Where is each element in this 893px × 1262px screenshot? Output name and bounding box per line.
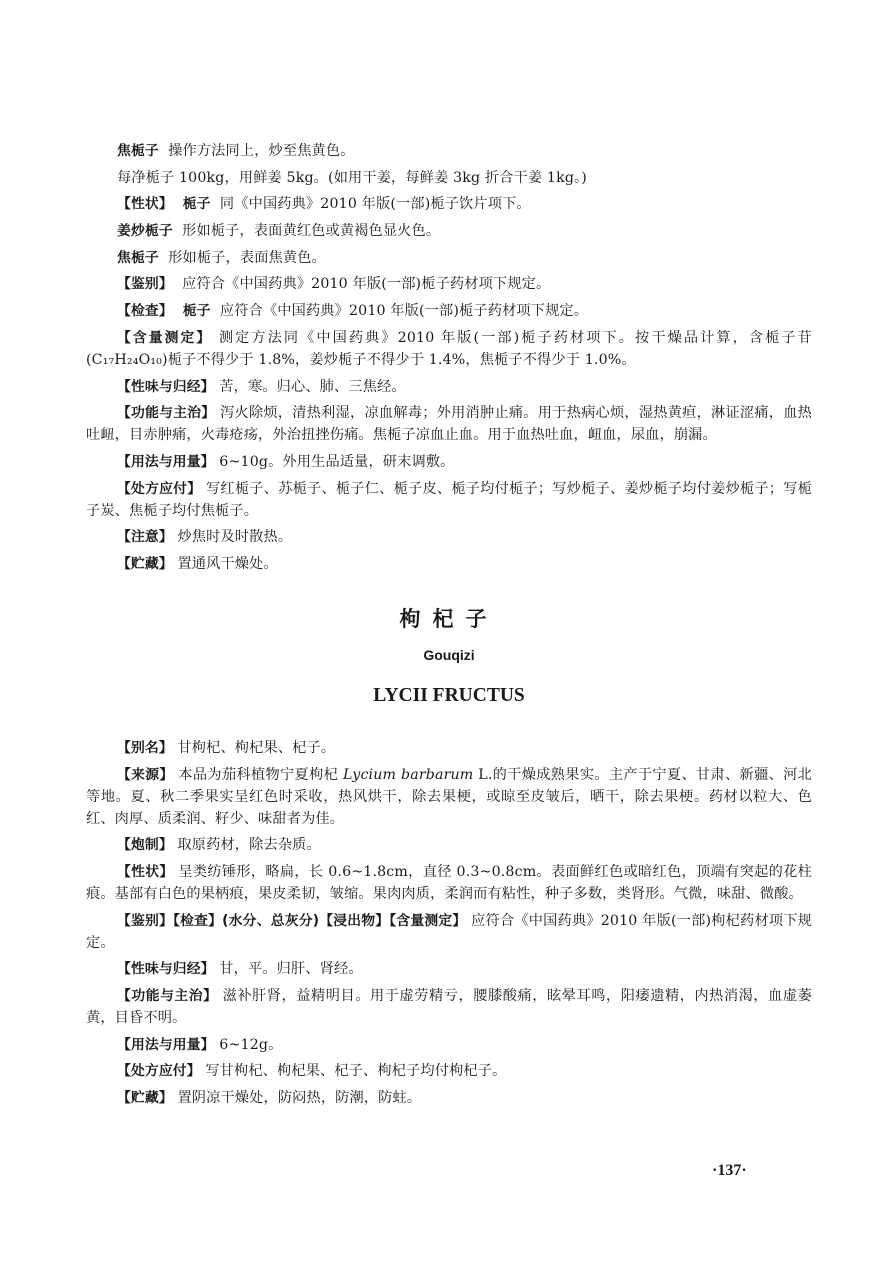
paragraph-tag: 【贮藏】: [117, 555, 173, 572]
paragraph-text: 测定方法同《中国药典》2010 年版(一部)栀子药材项下。按干燥品计算，含栀子苷(C₁₇H₂₄O₁₀)栀子不得少于 1.8%，姜炒栀子不得少于 1.4%，焦栀子不得少于 1.0%。: [86, 329, 812, 368]
paragraph-tag: 【功能与主治】: [117, 988, 218, 1005]
paragraph-tag: 【来源】: [117, 766, 174, 783]
paragraph-xingwei-2: [86, 958, 812, 980]
paragraph-tag: 【鉴别】: [117, 276, 173, 293]
paragraph-tag: 【鉴别】【检查】(水分、总灰分)【浸出物】【含量测定】: [117, 912, 467, 929]
paragraph-tag: 【含量测定】: [117, 329, 213, 346]
paragraph-text: 应符合《中国药典》2010 年版(一部)栀子药材项下规定。: [172, 276, 551, 293]
paragraph-text: 写红栀子、苏栀子、栀子仁、栀子皮、栀子均付栀子；写炒栀子、姜炒栀子均付姜炒栀子；写栀子炭、焦栀子均付焦栀子。: [86, 480, 812, 519]
paragraph-jiao-zhizi-method: [86, 140, 812, 162]
paragraph-tag: 焦栀子: [117, 249, 159, 266]
paragraph-text: 应符合《中国药典》2010 年版(一部)枸杞药材项下规定。: [86, 912, 812, 951]
entry-title-pinyin: Gouqizi: [423, 646, 475, 663]
latin-species-name: Lycium barbarum: [342, 766, 474, 783]
paragraph-tag: 【处方应付】: [117, 1063, 201, 1080]
paragraph-tag: 【性味与归经】: [117, 378, 215, 395]
paragraph-tag: 【用法与用量】: [117, 1036, 215, 1053]
paragraph-tag: 【贮藏】: [117, 1090, 173, 1107]
paragraph-text: 炒焦时及时散热。: [172, 529, 293, 546]
paragraph-jiao-zhizi-shape: [86, 247, 812, 269]
paragraph-chufang-2: [86, 1060, 812, 1082]
page-number: ·137·: [712, 1162, 747, 1179]
entry-title-chinese: 枸杞子: [399, 606, 499, 631]
paragraph-jianbie: [86, 273, 812, 295]
paragraph-zhucang: [86, 553, 812, 575]
paragraph-tag: 【炮制】: [117, 837, 173, 854]
paragraph-jiancha: [86, 300, 812, 322]
paragraph-bieming: [86, 737, 812, 759]
paragraph-jianbie-combined: [86, 910, 812, 954]
paragraph-laiyuan: [86, 764, 812, 830]
paragraph-text: 应符合《中国药典》2010 年版(一部)栀子药材项下规定。: [210, 303, 589, 320]
paragraph-tag: 【性味与归经】: [117, 961, 215, 978]
paragraph-xingzhuang: [86, 193, 812, 215]
paragraph-text: 6~10g。外用生品适量，研末调敷。: [214, 453, 455, 470]
paragraph-text: 操作方法同上，炒至焦黄色。: [158, 143, 355, 159]
paragraph-tag: 【性状】: [117, 196, 173, 213]
paragraph-tag: 【注意】: [117, 529, 173, 546]
paragraph-tag: 【用法与用量】: [117, 453, 215, 470]
paragraph-text: 6~12g。: [214, 1036, 283, 1053]
paragraph-text: 写甘枸杞、枸杞果、杞子、枸杞子均付枸杞子。: [200, 1063, 507, 1080]
paragraph-gongneng-2: [86, 985, 812, 1029]
paragraph-tag: 【性状】: [117, 864, 174, 880]
paragraph-text: 本品为茄科植物宁夏枸杞: [173, 766, 343, 783]
paragraph-text: 呈类纺锤形，略扁，长 0.6~1.8cm，直径 0.3~0.8cm。表面鲜红色或暗红色，顶端有突起的花柱痕。基部有白色的果柄痕，果皮柔韧，皱缩。果肉肉质，柔润而有粘性，种子多数，类肾形。气微，味甜、微酸。: [86, 864, 812, 902]
paragraph-zhucang-2: [86, 1087, 812, 1109]
paragraph-xingzhuang-2: [86, 861, 812, 905]
paragraph-xingwei: [86, 376, 812, 398]
paragraph-text: 形如栀子，表面黄红色或黄褐色显火色。: [172, 223, 441, 240]
paragraph-zhuyi: [86, 526, 812, 548]
paragraph-tag: 【功能与主治】: [117, 405, 216, 422]
paragraph-text: 滋补肝肾，益精明目。用于虚劳精亏，腰膝酸痛，眩晕耳鸣，阳痿遗精，内热消渴，血虚萎黄，目昏不明。: [86, 988, 812, 1027]
paragraph-jiangchao-zhizi: [86, 220, 812, 242]
paragraph-text: 泻火除烦，清热利湿，凉血解毒；外用消肿止痛。用于热病心烦，湿热黄疸，淋证涩痛，血热吐衄，目赤肿痛，火毒疮疡，外治扭挫伤痛。焦栀子凉血止血。用于血热吐血，衄血，尿血，崩漏。: [86, 405, 812, 444]
paragraph-text: 取原药材，除去杂质。: [172, 837, 321, 854]
paragraph-text: 每净栀子 100kg，用鲜姜 5kg。(如用干姜，每鲜姜 3kg 折合干姜 1kg。): [117, 169, 587, 186]
paragraph-text: 形如栀子，表面焦黄色。: [158, 249, 326, 266]
paragraph-chufang: [86, 478, 812, 522]
paragraph-text: L.的干燥成熟果实。主产于宁夏、甘肃、新疆、河北等地。夏、秋二季果实呈红色时采收，热风烘干，除去果梗，或晾至皮皱后，晒干，除去果梗。药材以粒大、色红、肉厚、质柔润、籽少、味甜者为佳。: [86, 766, 812, 827]
paragraph-yongfa-2: [86, 1034, 812, 1056]
paragraph-text: 甘，平。归肝、肾经。: [214, 961, 363, 978]
paragraph-tag: 【处方应付】: [117, 480, 202, 497]
paragraph-subtag: 栀子: [172, 303, 211, 320]
title-spacer: [86, 713, 812, 737]
paragraph-tag: 【检查】: [117, 303, 173, 320]
entry-title-latin: LYCII FRUCTUS: [373, 684, 525, 706]
paragraph-tag: 姜炒栀子: [117, 223, 173, 240]
paragraph-yongfa: [86, 451, 812, 473]
paragraph-hanliang: [86, 327, 812, 371]
paragraph-text: 苦，寒。归心、肺、三焦经。: [214, 378, 406, 395]
paragraph-subtag: 栀子: [172, 196, 211, 213]
paragraph-text: 置通风干燥处。: [172, 555, 278, 572]
paragraph-tag: 焦栀子: [117, 143, 159, 159]
page-body: [86, 140, 812, 1114]
paragraph-ginger-ratio: [86, 167, 812, 189]
paragraph-gongneng: [86, 402, 812, 446]
paragraph-text: 同《中国药典》2010 年版(一部)栀子饮片项下。: [210, 196, 531, 213]
paragraph-text: 甘枸杞、枸杞果、杞子。: [172, 739, 336, 756]
paragraph-tag: 【别名】: [117, 739, 173, 756]
paragraph-text: 置阴凉干燥处，防闷热，防潮，防蛀。: [172, 1090, 422, 1107]
paragraph-paozhi: [86, 834, 812, 856]
